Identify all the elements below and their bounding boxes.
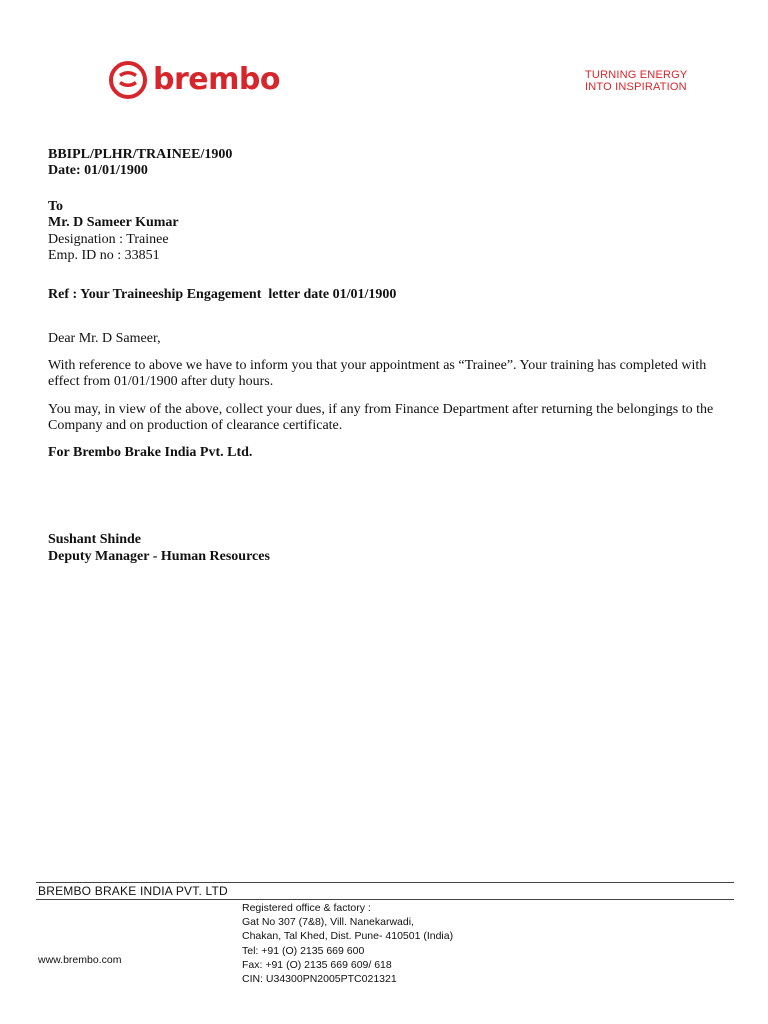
signatory-name: Sushant Shinde [48, 532, 142, 547]
body-paragraph-1: With reference to above we have to inform you that your appointment as “Trainee”. Your training has completed with effect from 01/01/1900 after duty hours. [48, 358, 707, 389]
footer-bottom-rule [36, 899, 734, 900]
footer-address-line: Registered office & factory : [242, 902, 371, 914]
reference-number: BBIPL/PLHR/TRAINEE/1900 [48, 147, 233, 162]
footer-address-line: Chakan, Tal Khed, Dist. Pune- 410501 (India) [242, 930, 454, 943]
letter-date: Date: 01/01/1900 [48, 163, 148, 178]
tagline-line-1: TURNING ENERGY [585, 69, 688, 81]
recipient-name: Mr. D Sameer Kumar [48, 215, 179, 230]
for-company: For Brembo Brake India Pvt. Ltd. [48, 445, 253, 460]
tagline [585, 69, 687, 93]
logo-wordmark: brembo [153, 62, 280, 97]
brembo-logo-icon [108, 60, 148, 100]
recipient-designation: Designation : Trainee [48, 232, 169, 247]
signatory-title: Deputy Manager - Human Resources [48, 549, 270, 564]
footer-website-link[interactable]: www.brembo.com [38, 954, 122, 966]
footer-phone: Tel: +91 (O) 2135 669 600 [242, 944, 365, 957]
footer-address-line: Gat No 307 (7&8), Vill. Nanekarwadi, [242, 916, 414, 929]
subject-reference: Ref : Your Traineeship Engagement letter date 01/01/1900 [48, 287, 397, 302]
footer-top-rule [36, 882, 734, 883]
recipient-emp-id: Emp. ID no : 33851 [48, 248, 160, 263]
footer-fax: Fax: +91 (O) 2135 669 609/ 618 [242, 958, 392, 971]
footer-address [242, 901, 453, 986]
brembo-logo [108, 60, 280, 100]
salutation: Dear Mr. D Sameer, [48, 331, 161, 346]
body-paragraph-2: You may, in view of the above, collect your dues, if any from Finance Department after returning the belongings to the Company and on production of clearance certificate. [48, 402, 714, 433]
footer-cin: CIN: U34300PN2005PTC021321 [242, 973, 397, 986]
tagline-line-2: INTO INSPIRATION [585, 81, 687, 93]
footer-company-name: BREMBO BRAKE INDIA PVT. LTD [38, 884, 228, 898]
to-label: To [48, 199, 64, 214]
